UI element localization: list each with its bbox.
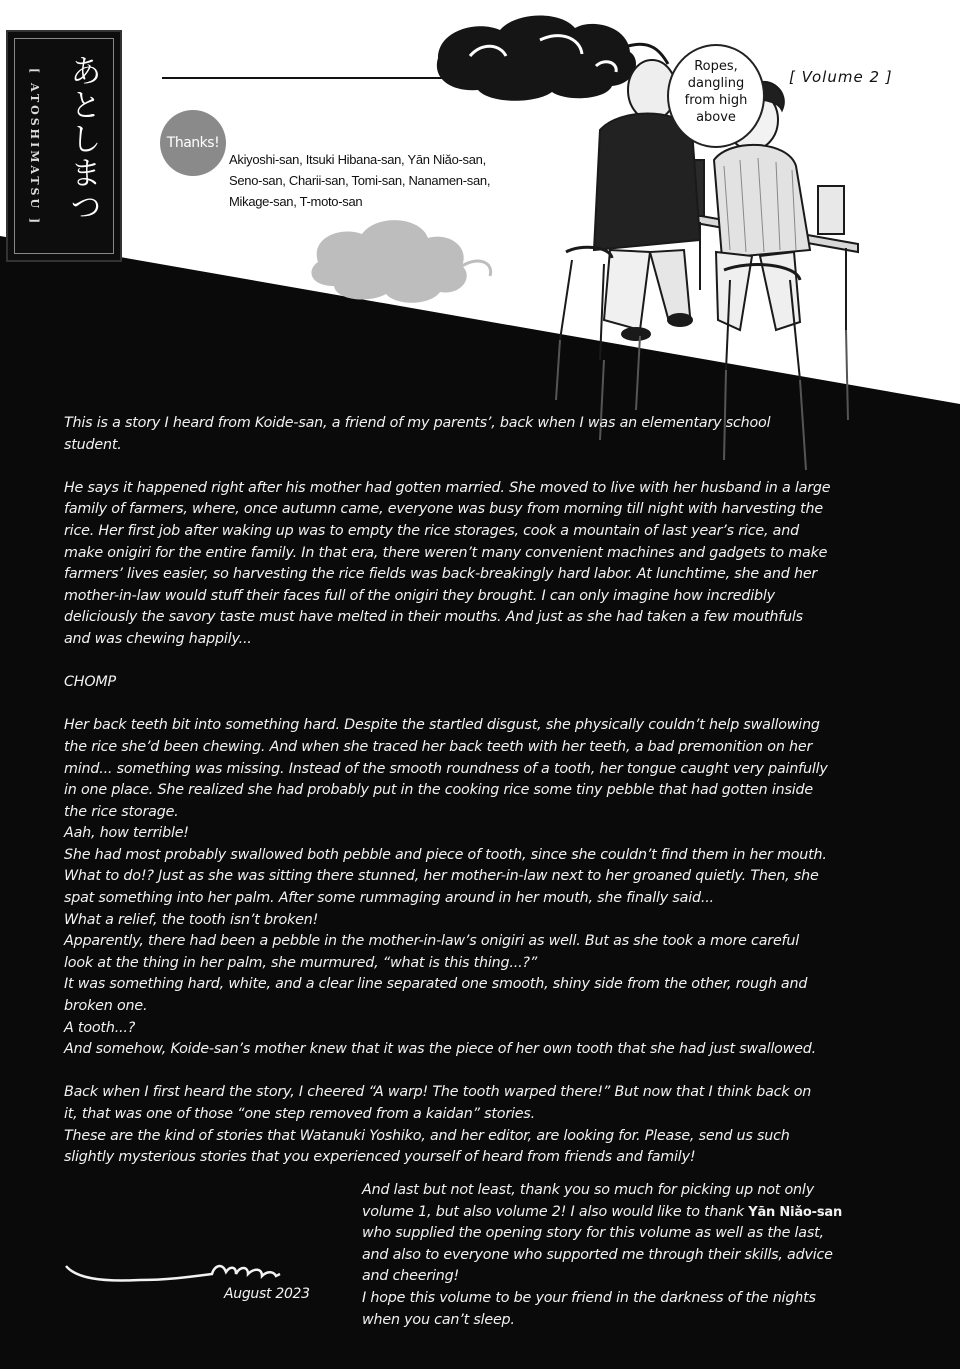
thanks-names xyxy=(229,149,539,212)
story-line: A tooth...? xyxy=(64,1019,136,1036)
story-line: deliciously the savory taste must have melted in their mouths. And just as she had taken a few mouthfuls xyxy=(64,609,803,626)
story-line: These are the kind of stories that Watanuki Yoshiko, and her editor, are looking for. Please, send us such xyxy=(64,1127,790,1144)
title-romaji: [ ATOSHIMATSU ] xyxy=(28,68,41,227)
story-line: student. xyxy=(64,436,122,453)
story-line: make onigiri for the entire family. In that era, there weren’t many convenient machines and gadgets to make xyxy=(64,544,828,561)
story-line xyxy=(64,1061,894,1083)
story-line: It was something hard, white, and a clear line separated one smooth, shiny side from the other, rough and xyxy=(64,976,808,993)
bubble-line: Ropes, xyxy=(694,59,738,74)
story-line: look at the thing in her palm, she murmured, “what is this thing...?” xyxy=(64,954,538,971)
story-line: What a relief, the tooth isn’t broken! xyxy=(64,911,319,928)
closing-line xyxy=(362,1202,882,1224)
closing-line: and also to everyone who supported me through their skills, advice xyxy=(362,1246,833,1263)
story-line: And somehow, Koide-san’s mother knew that it was the piece of her own tooth that she had just swallowed. xyxy=(64,1041,816,1058)
bubble-line: above xyxy=(696,110,736,125)
story-line: Her back teeth bit into something hard. Despite the startled disgust, she physically couldn’t help swallowing xyxy=(64,717,820,734)
story-line: it, that was one of those “one step removed from a kaidan” stories. xyxy=(64,1106,535,1122)
story-line: spat something into her palm. After some rummaging around in her mouth, she finally said... xyxy=(64,890,714,907)
story-line: family of farmers, where, once autumn came, everyone was busy from morning till night with harvesting the xyxy=(64,501,823,518)
story-line: She had most probably swallowed both pebble and piece of tooth, since she couldn’t find them in her mouth. xyxy=(64,846,827,863)
vertical-title-box xyxy=(6,30,122,262)
story-line: What to do!? Just as she was sitting there stunned, her mother-in-law next to her groaned quietly. Then, she xyxy=(64,868,819,885)
closing-line: when you can’t sleep. xyxy=(362,1311,515,1328)
story-line: the rice she’d been chewing. And when she traced her back teeth with her teeth, a bad premonition on her xyxy=(64,738,813,755)
story-line: Back when I first heard the story, I cheered “A warp! The tooth warped there!” But now that I think back on xyxy=(64,1084,812,1101)
story-line: the rice storage. xyxy=(64,803,179,820)
closing-line-text: volume 1, but also volume 2! I also would like to thank xyxy=(362,1203,749,1220)
story-text xyxy=(64,413,894,1169)
story-line: farmers’ lives easier, so harvesting the rice fields was back-breakingly hard labor. At lunchtime, she and her xyxy=(64,566,818,583)
thanks-line: Akiyoshi-san, Itsuki Hibana-san, Yān Niǎo-san, xyxy=(229,152,486,167)
halftone-cloud-decoration xyxy=(311,220,490,303)
story-line: He says it happened right after his mother had gotten married. She moved to live with her husband in a large xyxy=(64,479,831,496)
story-line: mind... something was missing. Instead of the smooth roundness of a tooth, her tongue caught very painfully xyxy=(64,760,828,777)
bubble-line: dangling xyxy=(687,76,745,91)
story-line: and was chewing happily... xyxy=(64,630,252,647)
story-line: This is a story I heard from Koide-san, a friend of my parents’, back when I was an elementary school xyxy=(64,415,771,431)
story-line xyxy=(64,651,894,673)
story-line xyxy=(64,694,894,716)
story-line: mother-in-law would stuff their faces full of the onigiri they brought. I can only imagine how incredibly xyxy=(64,587,775,604)
story-line: rice. Her first job after waking up was to empty the rice storages, cook a mountain of last year’s rice, and xyxy=(64,522,799,539)
thanks-badge: Thanks! xyxy=(160,110,226,176)
story-line: broken one. xyxy=(64,998,148,1015)
closing-text xyxy=(362,1180,882,1331)
story-line: Apparently, there had been a pebble in the mother-in-law’s onigiri as well. But as she took a more careful xyxy=(64,933,800,950)
story-line: CHOMP xyxy=(64,674,116,691)
title-japanese: あとしまつ xyxy=(65,54,103,224)
thanks-line: Mikage-san, T-moto-san xyxy=(229,194,363,209)
closing-line: who supplied the opening story for this volume as well as the last, xyxy=(362,1225,824,1242)
editor-name: Yān Niǎo-san xyxy=(748,1204,843,1220)
story-line xyxy=(64,456,894,478)
closing-line: I hope this volume to be your friend in the darkness of the nights xyxy=(362,1289,816,1306)
story-line: in one place. She realized she had probably put in the cooking rice some tiny pebble that had gotten inside xyxy=(64,782,813,799)
volume-label: [ Volume 2 ] xyxy=(789,68,893,86)
thanks-line: Seno-san, Charii-san, Tomi-san, Nanamen-san, xyxy=(229,173,491,188)
speech-bubble-text xyxy=(672,58,760,126)
closing-line: and cheering! xyxy=(362,1268,460,1285)
story-line: slightly mysterious stories that you experienced yourself of heard from friends and family! xyxy=(64,1149,696,1166)
story-line: Aah, how terrible! xyxy=(64,825,189,842)
bubble-line: from high xyxy=(684,93,748,108)
signature-date: August 2023 xyxy=(224,1286,310,1302)
closing-line: And last but not least, thank you so much for picking up not only xyxy=(362,1182,814,1198)
